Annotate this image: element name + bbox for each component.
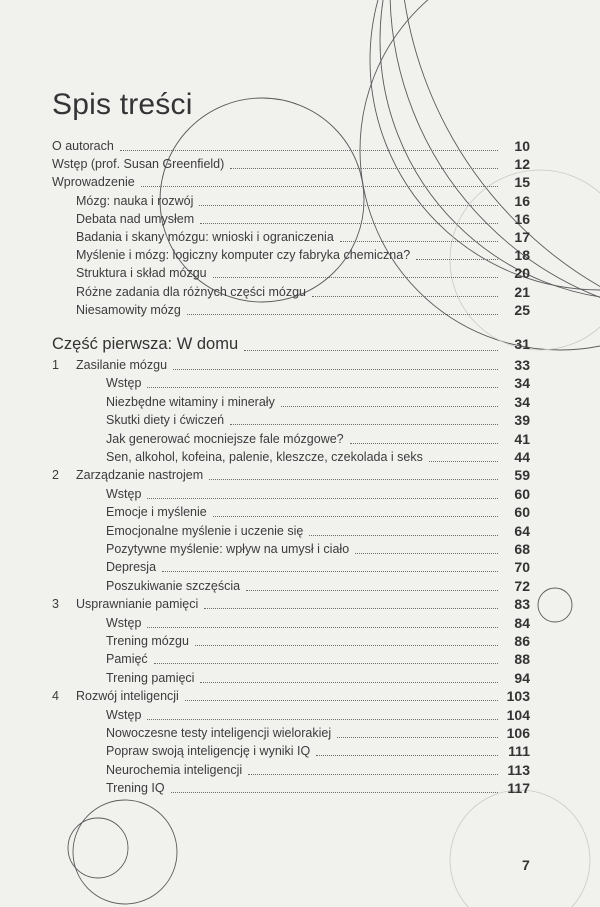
toc-section	[0, 393, 600, 411]
entry-label: Neurochemia inteligencji	[106, 762, 243, 777]
toc-section	[0, 761, 600, 779]
toc-section	[0, 577, 600, 595]
entry-label: Rozwój inteligencji	[76, 689, 179, 704]
entry-label: Pozytywne myślenie: wpływ na umysł i ciało	[106, 542, 350, 556]
toc-part-heading	[0, 335, 600, 353]
toc-section	[0, 485, 600, 503]
toc-entry	[0, 173, 600, 191]
dot-leader	[200, 682, 498, 683]
entry-page-number: 17	[514, 229, 530, 245]
entry-page-number: 83	[514, 596, 530, 613]
page-number: 7	[522, 857, 530, 873]
toc-section	[0, 503, 600, 521]
toc-section	[0, 724, 600, 742]
entry-label: Część pierwsza: W domu	[52, 335, 239, 353]
toc-section	[0, 742, 600, 760]
entry-label: Mózg: nauka i rozwój	[76, 194, 194, 208]
dot-leader	[171, 792, 498, 793]
entry-label: Niesamowity mózg	[76, 303, 181, 317]
entry-page-number: 86	[514, 633, 530, 649]
dot-leader	[162, 571, 498, 572]
toc-section	[0, 779, 600, 797]
dot-leader	[147, 498, 498, 499]
entry-page-number: 39	[514, 412, 530, 429]
entry-page-number: 111	[508, 743, 530, 760]
entry-page-number: 94	[514, 669, 530, 686]
dot-leader	[230, 168, 498, 169]
entry-label: Trening IQ	[106, 781, 165, 796]
dot-leader	[147, 719, 498, 720]
entry-page-number: 84	[514, 614, 530, 631]
dot-leader	[312, 296, 498, 297]
entry-page-number: 16	[514, 211, 530, 227]
entry-label: Badania i skany mózgu: wnioski i ograniczenia	[76, 230, 334, 244]
entry-page-number: 64	[514, 522, 530, 539]
entry-page-number: 20	[514, 265, 530, 281]
dot-leader	[147, 387, 498, 388]
toc-section	[0, 706, 600, 724]
dot-leader	[209, 479, 498, 480]
toc-subentry	[0, 228, 600, 246]
entry-page-number: 72	[514, 577, 530, 594]
entry-page-number: 34	[514, 375, 530, 392]
toc-subentry	[0, 210, 600, 228]
toc-entry	[0, 137, 600, 155]
dot-leader	[355, 553, 498, 554]
dot-leader	[195, 645, 498, 646]
page-title: Spis treści	[52, 88, 193, 121]
entry-page-number: 44	[514, 449, 530, 465]
entry-label: Jak generować mocniejsze fale mózgowe?	[106, 431, 344, 446]
entry-label: Debata nad umysłem	[76, 212, 195, 226]
dot-leader	[213, 277, 498, 278]
dot-leader	[199, 205, 498, 206]
dot-leader	[213, 516, 498, 517]
dot-leader	[147, 627, 498, 628]
entry-page-number: 68	[514, 541, 530, 557]
toc-section	[0, 650, 600, 668]
entry-label: Skutki diety i ćwiczeń	[106, 413, 225, 428]
entry-page-number: 25	[514, 302, 530, 318]
dot-leader	[120, 150, 498, 151]
entry-page-number: 31	[514, 336, 530, 352]
toc-subentry	[0, 246, 600, 264]
dot-leader	[204, 608, 498, 609]
toc-subentry	[0, 192, 600, 210]
chapter-number: 1	[52, 358, 59, 372]
dot-leader	[416, 259, 498, 260]
entry-page-number: 16	[514, 193, 530, 209]
dot-leader	[248, 774, 498, 775]
dot-leader	[246, 590, 498, 591]
entry-label: Myślenie i mózg: logiczny komputer czy fabryka chemiczna?	[76, 248, 411, 262]
toc-section	[0, 411, 600, 429]
dot-leader	[187, 314, 498, 315]
entry-label: Niezbędne witaminy i minerały	[106, 394, 275, 409]
toc-chapter	[0, 595, 600, 613]
entry-page-number: 70	[514, 559, 530, 576]
dot-leader	[185, 700, 498, 701]
entry-label: Wprowadzenie	[52, 175, 135, 189]
toc-section	[0, 540, 600, 558]
entry-label: Trening mózgu	[106, 634, 189, 648]
dot-leader	[230, 424, 498, 425]
dot-leader	[350, 443, 498, 444]
dot-leader	[244, 350, 498, 351]
dot-leader	[429, 461, 498, 462]
toc-chapter	[0, 356, 600, 374]
entry-label: Sen, alkohol, kofeina, palenie, kleszcze, czekolada i seks	[106, 450, 423, 464]
entry-page-number: 21	[514, 284, 530, 300]
entry-label: Wstęp	[106, 376, 142, 391]
toc-chapter	[0, 466, 600, 484]
toc-section	[0, 614, 600, 632]
toc-section	[0, 669, 600, 687]
entry-label: Wstęp	[106, 707, 142, 722]
entry-label: Trening pamięci	[106, 670, 195, 685]
toc-entry	[0, 155, 600, 173]
dot-leader	[141, 186, 498, 187]
toc-section	[0, 448, 600, 466]
entry-page-number: 113	[507, 761, 530, 778]
entry-page-number: 59	[514, 467, 530, 484]
entry-page-number: 12	[514, 156, 530, 172]
entry-label: Nowoczesne testy inteligencji wielorakiej	[106, 726, 332, 740]
entry-label: Zasilanie mózgu	[76, 358, 168, 372]
entry-page-number: 41	[514, 430, 530, 447]
entry-label: Poszukiwanie szczęścia	[106, 578, 241, 593]
dot-leader	[337, 737, 498, 738]
chapter-number: 4	[52, 689, 59, 704]
entry-label: Zarządzanie nastrojem	[76, 468, 204, 483]
entry-page-number: 18	[514, 247, 530, 263]
toc-section	[0, 430, 600, 448]
toc-chapter	[0, 687, 600, 705]
entry-label: Popraw swoją inteligencję i wyniki IQ	[106, 744, 311, 759]
chapter-number: 2	[52, 468, 59, 483]
toc-section	[0, 632, 600, 650]
toc-section	[0, 374, 600, 392]
dot-leader	[309, 535, 498, 536]
dot-leader	[316, 755, 498, 756]
entry-page-number: 104	[506, 706, 530, 723]
entry-label: Depresja	[106, 560, 157, 575]
entry-page-number: 10	[514, 138, 530, 154]
dot-leader	[340, 241, 498, 242]
dot-leader	[200, 223, 498, 224]
entry-page-number: 88	[514, 651, 530, 668]
entry-label: Wstęp	[106, 615, 142, 630]
entry-label: Usprawnianie pamięci	[76, 597, 199, 612]
entry-label: Emocje i myślenie	[106, 505, 207, 520]
entry-label: Emocjonalne myślenie i uczenie się	[106, 523, 304, 538]
entry-label: Różne zadania dla różnych części mózgu	[76, 285, 306, 299]
dot-leader	[154, 663, 498, 664]
entry-label: O autorach	[52, 139, 114, 153]
toc-subentry	[0, 264, 600, 282]
entry-page-number: 117	[507, 780, 530, 797]
dot-leader	[173, 369, 498, 370]
entry-page-number: 34	[514, 393, 530, 410]
entry-page-number: 60	[514, 504, 530, 521]
toc-subentry	[0, 283, 600, 301]
toc-subentry	[0, 301, 600, 319]
entry-page-number: 15	[514, 174, 530, 190]
dot-leader	[281, 406, 498, 407]
toc-section	[0, 558, 600, 576]
entry-label: Wstęp (prof. Susan Greenfield)	[52, 157, 225, 171]
entry-page-number: 60	[514, 485, 530, 502]
entry-page-number: 103	[506, 688, 530, 705]
entry-label: Pamięć	[106, 652, 148, 667]
toc-section	[0, 522, 600, 540]
entry-label: Struktura i skład mózgu	[76, 266, 207, 280]
entry-page-number: 106	[506, 725, 530, 741]
entry-label: Wstęp	[106, 486, 142, 501]
chapter-number: 3	[52, 597, 59, 612]
entry-page-number: 33	[514, 357, 530, 373]
